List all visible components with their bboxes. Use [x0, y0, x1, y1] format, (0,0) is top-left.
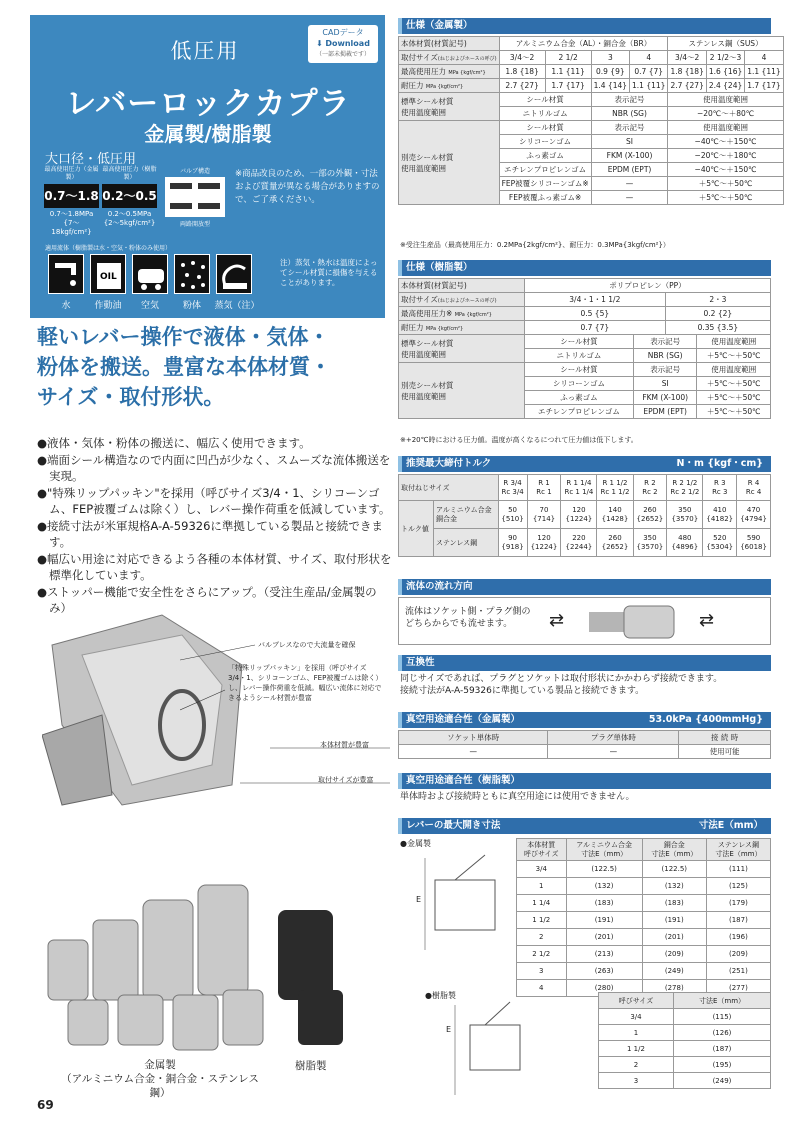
- tagline: 大口径・低圧用: [45, 152, 137, 167]
- valve-structure: [160, 166, 230, 228]
- cell: (183): [566, 895, 642, 912]
- lever-metal-label: ●金属製: [400, 839, 431, 848]
- fluid-powder: 粉体: [182, 301, 201, 311]
- col-header: 使用温度範囲: [668, 121, 783, 135]
- cell: (115): [673, 1009, 770, 1025]
- cell: (209): [706, 946, 770, 963]
- label-unit: MPa {kgf/cm²}: [425, 326, 464, 332]
- cell: (111): [706, 861, 770, 878]
- col-header: シール材質: [499, 121, 591, 135]
- cell: R 1 1/4 Rc 1 1/4: [561, 475, 597, 501]
- cell: 2.7 {27}: [499, 79, 545, 93]
- cell: 3/4: [599, 1009, 674, 1025]
- cell: (191): [566, 912, 642, 929]
- spec-metal-pressure: [44, 166, 99, 237]
- cell: (187): [673, 1041, 770, 1057]
- cell: ＋5℃〜＋50℃: [668, 177, 783, 191]
- callout: 取付サイズが豊富: [318, 776, 374, 784]
- cell: —: [548, 745, 679, 759]
- cell: 1 1/2: [599, 1041, 674, 1057]
- cell: 3: [591, 51, 629, 65]
- section-vacuum-resin: [398, 773, 771, 789]
- flow-box: [398, 597, 771, 645]
- section-compat: [398, 655, 771, 671]
- row-label: 取付ねじサイズ: [399, 475, 499, 501]
- cell: 1.1 {11}: [545, 65, 591, 79]
- valve-sub: 両路開放型: [179, 221, 210, 228]
- cell: 3/4〜2: [499, 51, 545, 65]
- label-unit: MPa {kgf/cm²}: [454, 312, 492, 318]
- cell: ＋5℃〜＋50℃: [697, 405, 771, 419]
- lever-resin-diagram: [440, 1000, 540, 1100]
- section-title: 仕様（樹脂製）: [406, 262, 473, 273]
- col-header: 本体材質 呼びサイズ: [517, 839, 567, 861]
- cell: (249): [673, 1073, 770, 1089]
- cell: (132): [566, 878, 642, 895]
- section-spec-resin: [398, 260, 771, 276]
- cell: ポリプロピレン（PP）: [524, 279, 770, 293]
- steam-note: 注）蒸気・熱水は温度によってシール材質に損傷を与えることがあります。: [280, 258, 378, 287]
- section-value: 53.0kPa {400mmHg}: [648, 714, 763, 725]
- cell: 90 {918}: [498, 529, 527, 557]
- list-item: ●端面シール構造なので内面に凹凸が少なく、スムーズな流体搬送を実現。: [37, 452, 391, 483]
- cell: (179): [706, 895, 770, 912]
- torque-table: [398, 474, 771, 557]
- cell: 2 1/2: [545, 51, 591, 65]
- caption-title: 金属製: [144, 1059, 176, 1071]
- cell: 1 1/4: [517, 895, 567, 912]
- cad-note: （一部未掲載です）: [315, 51, 370, 58]
- lever-resin-table: [598, 992, 771, 1089]
- cell: −40℃〜＋150℃: [668, 163, 783, 177]
- cell: (278): [642, 980, 706, 997]
- spec-label: 最高使用圧力（樹脂製）: [102, 166, 157, 181]
- list-item: ●"特殊リップパッキン"を採用（呼びサイズ3/4・1、シリコーンゴム、FEP被覆ゴムは除く）し、レバー操作荷重を低減しています。: [37, 485, 391, 516]
- lever-metal-diagram: [405, 850, 515, 960]
- cell: 0.7 {7}: [630, 65, 668, 79]
- fluid-label: 適用流体（樹脂製は水・空気・粉体のみ使用）: [45, 245, 172, 252]
- valve-icon: [165, 177, 225, 217]
- list-item: ●ストッパー機能で安全性をさらにアップ。（受注生産品/金属製のみ）: [37, 584, 377, 615]
- cell: 1.1 {11}: [630, 79, 668, 93]
- dim-label: E: [446, 1025, 452, 1034]
- cell: 1.7 {17}: [545, 79, 591, 93]
- spec-label: 最高使用圧力（金属製）: [44, 166, 99, 181]
- header-note: ※商品改良のため、一部の外観・寸法および質量が異なる場合がありますので、ご了承ください。: [235, 169, 380, 205]
- label-text: 耐圧力: [401, 81, 424, 90]
- cell: 使用可能: [679, 745, 771, 759]
- list-item: ●幅広い用途に対応できるよう各種の本体材質、サイズ、取付形状を標準化しています。: [37, 551, 392, 582]
- cell: (249): [642, 963, 706, 980]
- lever-metal-table: [516, 838, 771, 997]
- cell: 0.9 {9}: [591, 65, 629, 79]
- cell: (122.5): [566, 861, 642, 878]
- col-header: ステンレス鋼 寸法E（mm）: [706, 839, 770, 861]
- cell: EPDM (EPT): [591, 163, 668, 177]
- cell: 0.35 {3.5}: [665, 321, 770, 335]
- fluid-water: 水: [61, 301, 71, 311]
- flow-arrow-icon: ⇄: [699, 610, 715, 631]
- cell: 120 {1224}: [561, 501, 597, 529]
- row-label: [399, 51, 500, 65]
- cell: 3/4〜2: [668, 51, 706, 65]
- row-label: [399, 321, 525, 335]
- cell: (191): [642, 912, 706, 929]
- cell: アルミニウム合金（AL）・銅合金（BR）: [499, 37, 668, 51]
- cell: 2: [599, 1057, 674, 1073]
- cell: 480 {4896}: [667, 529, 703, 557]
- cell: (122.5): [642, 861, 706, 878]
- spec-metal-table: [398, 36, 784, 205]
- cell: —: [399, 745, 548, 759]
- cell: (251): [706, 963, 770, 980]
- spec-value: 0.7〜1.8: [44, 184, 99, 208]
- cell: シリコーンゴム: [524, 377, 633, 391]
- cad-download-button[interactable]: [308, 25, 378, 63]
- cell: 1.7 {17}: [745, 79, 783, 93]
- water-icon: [48, 254, 84, 294]
- cell: (126): [673, 1025, 770, 1041]
- cell: —: [591, 191, 668, 205]
- spec-sub: 0.7〜1.8MPa {7〜18kgf/cm²}: [49, 210, 94, 236]
- cell: R 1 Rc 1: [527, 475, 561, 501]
- cell: 350 {3570}: [667, 501, 703, 529]
- product-lineup-image: [38, 880, 378, 1055]
- cell: 350 {3570}: [633, 529, 667, 557]
- callout-lines: [180, 640, 390, 790]
- fluid-oil: 作動油: [94, 301, 122, 311]
- col-header: 表示記号: [591, 121, 668, 135]
- section-title: 推奨最大締付トルク: [406, 458, 492, 469]
- cell: —: [591, 177, 668, 191]
- label-text: 取付サイズ: [401, 53, 438, 62]
- col-header: 使用温度範囲: [668, 93, 783, 107]
- row-label: ステンレス鋼: [433, 529, 498, 557]
- section-title: 真空用途適合性（樹脂製）: [406, 775, 521, 786]
- col-header: シール材質: [499, 93, 591, 107]
- cell: ＋5℃〜＋50℃: [668, 191, 783, 205]
- cell: ステンレス鋼（SUS）: [668, 37, 783, 51]
- section-lever: [398, 818, 771, 834]
- section-title: 仕様（金属製）: [406, 20, 473, 31]
- cell: R 4 Rc 4: [737, 475, 771, 501]
- cell: 0.5 {5}: [524, 307, 665, 321]
- callout: 本体材質が豊富: [320, 741, 369, 749]
- row-label: [399, 65, 500, 79]
- cell: (201): [566, 929, 642, 946]
- cell: FKM (X-100): [591, 149, 668, 163]
- cell: 590 {6018}: [737, 529, 771, 557]
- spec-metal-note: ※受注生産品（最高使用圧力：0.2MPa{2kgf/cm²}、耐圧力：0.3MPa{3kgf/cm²}）: [400, 241, 670, 249]
- cell: 4: [630, 51, 668, 65]
- label-text: 耐圧力: [401, 323, 424, 332]
- headline-line: サイズ・取付形状。: [37, 385, 225, 409]
- cell: −20℃〜＋180℃: [668, 149, 783, 163]
- category-label: 低圧用: [170, 39, 240, 63]
- cell: 0.7 {7}: [524, 321, 665, 335]
- row-label: 本体材質(材質記号): [399, 279, 525, 293]
- col-header: プラグ単体時: [548, 731, 679, 745]
- callout: バルブレスなので大流量を確保: [258, 641, 356, 649]
- row-label: アルミニウム合金 銅合金: [433, 501, 498, 529]
- cell: (125): [706, 878, 770, 895]
- cell: 70 {714}: [527, 501, 561, 529]
- label-note: (ねじおよびホースの呼び): [437, 298, 497, 304]
- col-header: 表示記号: [591, 93, 668, 107]
- cell: 2 1/2〜3: [706, 51, 744, 65]
- dim-label: E: [416, 895, 422, 904]
- page-subtitle: 金属製/樹脂製: [144, 122, 272, 146]
- vacuum-metal-table: [398, 730, 771, 759]
- cell: (132): [642, 878, 706, 895]
- headline-line: 軽いレバー操作で液体・気体・: [37, 325, 330, 349]
- cell: 1.4 {14}: [591, 79, 629, 93]
- spec-resin-table: [398, 278, 771, 419]
- cell: ニトリルゴム: [524, 349, 633, 363]
- cell: 1.1 {11}: [745, 65, 783, 79]
- cell: 2 1/2: [517, 946, 567, 963]
- cell: FEP被覆ふっ素ゴム※: [499, 191, 591, 205]
- cell: 4: [517, 980, 567, 997]
- cell: 1.6 {16}: [706, 65, 744, 79]
- resin-caption: 樹脂製: [295, 1060, 327, 1072]
- col-header: シール材質: [524, 363, 633, 377]
- steam-icon: [216, 254, 252, 294]
- cell: FKM (X-100): [633, 391, 697, 405]
- label-note: (ねじおよびホースの呼び): [437, 56, 497, 62]
- page-title: レバーロックカプラ: [65, 86, 351, 122]
- cell: ＋5℃〜＋50℃: [697, 391, 771, 405]
- col-header: 表示記号: [633, 335, 697, 349]
- section-torque: [398, 456, 771, 472]
- cell: 1.8 {18}: [668, 65, 706, 79]
- cad-download-label: Download: [325, 39, 370, 48]
- cell: (209): [642, 946, 706, 963]
- cell: 3/4・1・1 1/2: [524, 293, 665, 307]
- flow-arrow-icon: ⇄: [549, 610, 565, 631]
- row-label: [399, 307, 525, 321]
- cell: 1.8 {18}: [499, 65, 545, 79]
- spec-value: 0.2〜0.5: [102, 184, 157, 208]
- cell: −20℃〜＋80℃: [668, 107, 783, 121]
- spec-resin-pressure: [102, 166, 157, 228]
- cell: 470 {4794}: [737, 501, 771, 529]
- cell: 3: [599, 1073, 674, 1089]
- cell: 1: [599, 1025, 674, 1041]
- cell: ニトリルゴム: [499, 107, 591, 121]
- row-label: トルク値: [399, 501, 434, 557]
- cell: FEP被覆シリコーンゴム※: [499, 177, 591, 191]
- cell: 0.2 {2}: [665, 307, 770, 321]
- cell: (263): [566, 963, 642, 980]
- cell: 50 {510}: [498, 501, 527, 529]
- coupler-image: [584, 600, 694, 644]
- callout: 「特殊リップパッキン」を採用（呼びサイズ3/4・1、シリコーンゴム、FEP被覆ゴムは除く）し、レバー操作荷重を低減。幅広い流体に対応できるようシール材質が豊富: [228, 664, 383, 702]
- cell: (277): [706, 980, 770, 997]
- section-spec-metal: [398, 18, 771, 34]
- label-text: 取付サイズ: [401, 295, 438, 304]
- section-title: 互換性: [406, 657, 435, 668]
- caption-sub: （アルミニウム合金・銅合金・ステンレス鋼）: [61, 1073, 259, 1099]
- cell: 260 {2652}: [597, 529, 633, 557]
- row-label: [399, 79, 500, 93]
- flow-text: 流体はソケット側・プラグ側のどちらからでも流せます。: [405, 607, 531, 629]
- spec-sub: 0.2〜0.5MPa {2〜5kgf/cm²}: [103, 210, 156, 227]
- row-label: 標準シール材質 使用温度範囲: [399, 335, 525, 363]
- cell: 4: [745, 51, 783, 65]
- lever-resin-label: ●樹脂製: [425, 991, 456, 1000]
- oil-icon: [90, 254, 126, 294]
- cell: R 2 Rc 2: [633, 475, 667, 501]
- cell: −40℃〜＋150℃: [668, 135, 783, 149]
- cell: エチレンプロピレンゴム: [499, 163, 591, 177]
- col-header: 使用温度範囲: [697, 335, 771, 349]
- download-icon: ⬇: [316, 39, 323, 48]
- cell: SI: [591, 135, 668, 149]
- cell: ＋5℃〜＋50℃: [697, 377, 771, 391]
- cell: (196): [706, 929, 770, 946]
- cell: NBR (SG): [633, 349, 697, 363]
- row-label: 別売シール材質 使用温度範囲: [399, 363, 525, 419]
- compat-text: 同じサイズであれば、プラグとソケットは取付形状にかかわらず接続できます。 接続寸法がA-A-59326に準拠している製品と接続できます。: [400, 674, 723, 696]
- cell: 2.4 {24}: [706, 79, 744, 93]
- feature-list: [37, 435, 392, 617]
- cell: EPDM (EPT): [633, 405, 697, 419]
- cell: 2・3: [665, 293, 770, 307]
- row-label: [399, 293, 525, 307]
- cell: ふっ素ゴム: [499, 149, 591, 163]
- cell: ふっ素ゴム: [524, 391, 633, 405]
- spec-resin-note: ※+20℃時における圧力値。温度が高くなるにつれて圧力値は低下します。: [400, 436, 638, 444]
- powder-icon: [174, 254, 210, 294]
- metal-caption: [60, 1058, 260, 1100]
- col-header: 呼びサイズ: [599, 993, 674, 1009]
- label-unit: MPa {kgf/cm²}: [448, 70, 486, 76]
- col-header: 使用温度範囲: [697, 363, 771, 377]
- valve-label: バルブ構造: [179, 168, 210, 175]
- cell: 220 {2244}: [561, 529, 597, 557]
- label-text: 最高使用圧力: [401, 67, 446, 76]
- section-flow: [398, 579, 771, 595]
- cell: 520 {5304}: [703, 529, 737, 557]
- col-header: 銅合金 寸法E（mm）: [642, 839, 706, 861]
- section-unit: N・m {kgf・cm}: [676, 458, 763, 469]
- svg-text:OIL: OIL: [100, 272, 117, 282]
- cell: R 1 1/2 Rc 1 1/2: [597, 475, 633, 501]
- cell: (201): [642, 929, 706, 946]
- cell: (280): [566, 980, 642, 997]
- col-header: 接 続 時: [679, 731, 771, 745]
- row-label: 標準シール材質 使用温度範囲: [399, 93, 500, 121]
- page-number: 69: [37, 1098, 54, 1112]
- list-item: ●接続寸法が米軍規格A-A-59326に準拠している製品と接続できます。: [37, 518, 383, 549]
- label-unit: MPa {kgf/cm²}: [425, 84, 464, 90]
- col-header: ソケット単体時: [399, 731, 548, 745]
- fluid-steam: 蒸気（注）: [214, 301, 260, 311]
- label-text: 最高使用圧力※: [401, 309, 453, 318]
- cell: R 3 Rc 3: [703, 475, 737, 501]
- section-title: レバーの最大開き寸法: [406, 820, 501, 831]
- list-item: ●液体・気体・粉体の搬送に、幅広く使用できます。: [37, 436, 311, 450]
- air-icon: [132, 254, 168, 294]
- fluid-air: 空気: [140, 301, 159, 311]
- headline: [37, 322, 382, 412]
- cell: 3/4: [517, 861, 567, 878]
- cell: 120 {1224}: [527, 529, 561, 557]
- cell: シリコーンゴム: [499, 135, 591, 149]
- cell: 410 {4182}: [703, 501, 737, 529]
- cell: 260 {2652}: [633, 501, 667, 529]
- headline-line: 粉体を搬送。豊富な本体材質・: [37, 355, 331, 379]
- section-vacuum-metal: [398, 712, 771, 728]
- cad-label: CADデータ: [322, 28, 364, 37]
- cell: 3: [517, 963, 567, 980]
- col-header: シール材質: [524, 335, 633, 349]
- cell: 1 1/2: [517, 912, 567, 929]
- cell: (195): [673, 1057, 770, 1073]
- row-label: 別売シール材質 使用温度範囲: [399, 121, 500, 205]
- cell: 2.7 {27}: [668, 79, 706, 93]
- section-unit: 寸法E（mm）: [698, 820, 763, 831]
- cell: SI: [633, 377, 697, 391]
- cell: ＋5℃〜＋50℃: [697, 349, 771, 363]
- section-title: 流体の流れ方向: [406, 581, 473, 592]
- cell: (187): [706, 912, 770, 929]
- cell: (183): [642, 895, 706, 912]
- row-label: 本体材質(材質記号): [399, 37, 500, 51]
- cell: NBR (SG): [591, 107, 668, 121]
- cell: (213): [566, 946, 642, 963]
- col-header: 表示記号: [633, 363, 697, 377]
- col-header: アルミニウム合金 寸法E（mm）: [566, 839, 642, 861]
- section-title: 真空用途適合性（金属製）: [406, 714, 521, 725]
- cell: R 3/4 Rc 3/4: [498, 475, 527, 501]
- cell: 140 {1428}: [597, 501, 633, 529]
- cell: R 2 1/2 Rc 2 1/2: [667, 475, 703, 501]
- cell: 2: [517, 929, 567, 946]
- cell: エチレンプロピレンゴム: [524, 405, 633, 419]
- cell: 1: [517, 878, 567, 895]
- col-header: 寸法E（mm）: [673, 993, 770, 1009]
- vacuum-resin-text: 単体時および接続時ともに真空用途には使用できません。: [400, 792, 635, 802]
